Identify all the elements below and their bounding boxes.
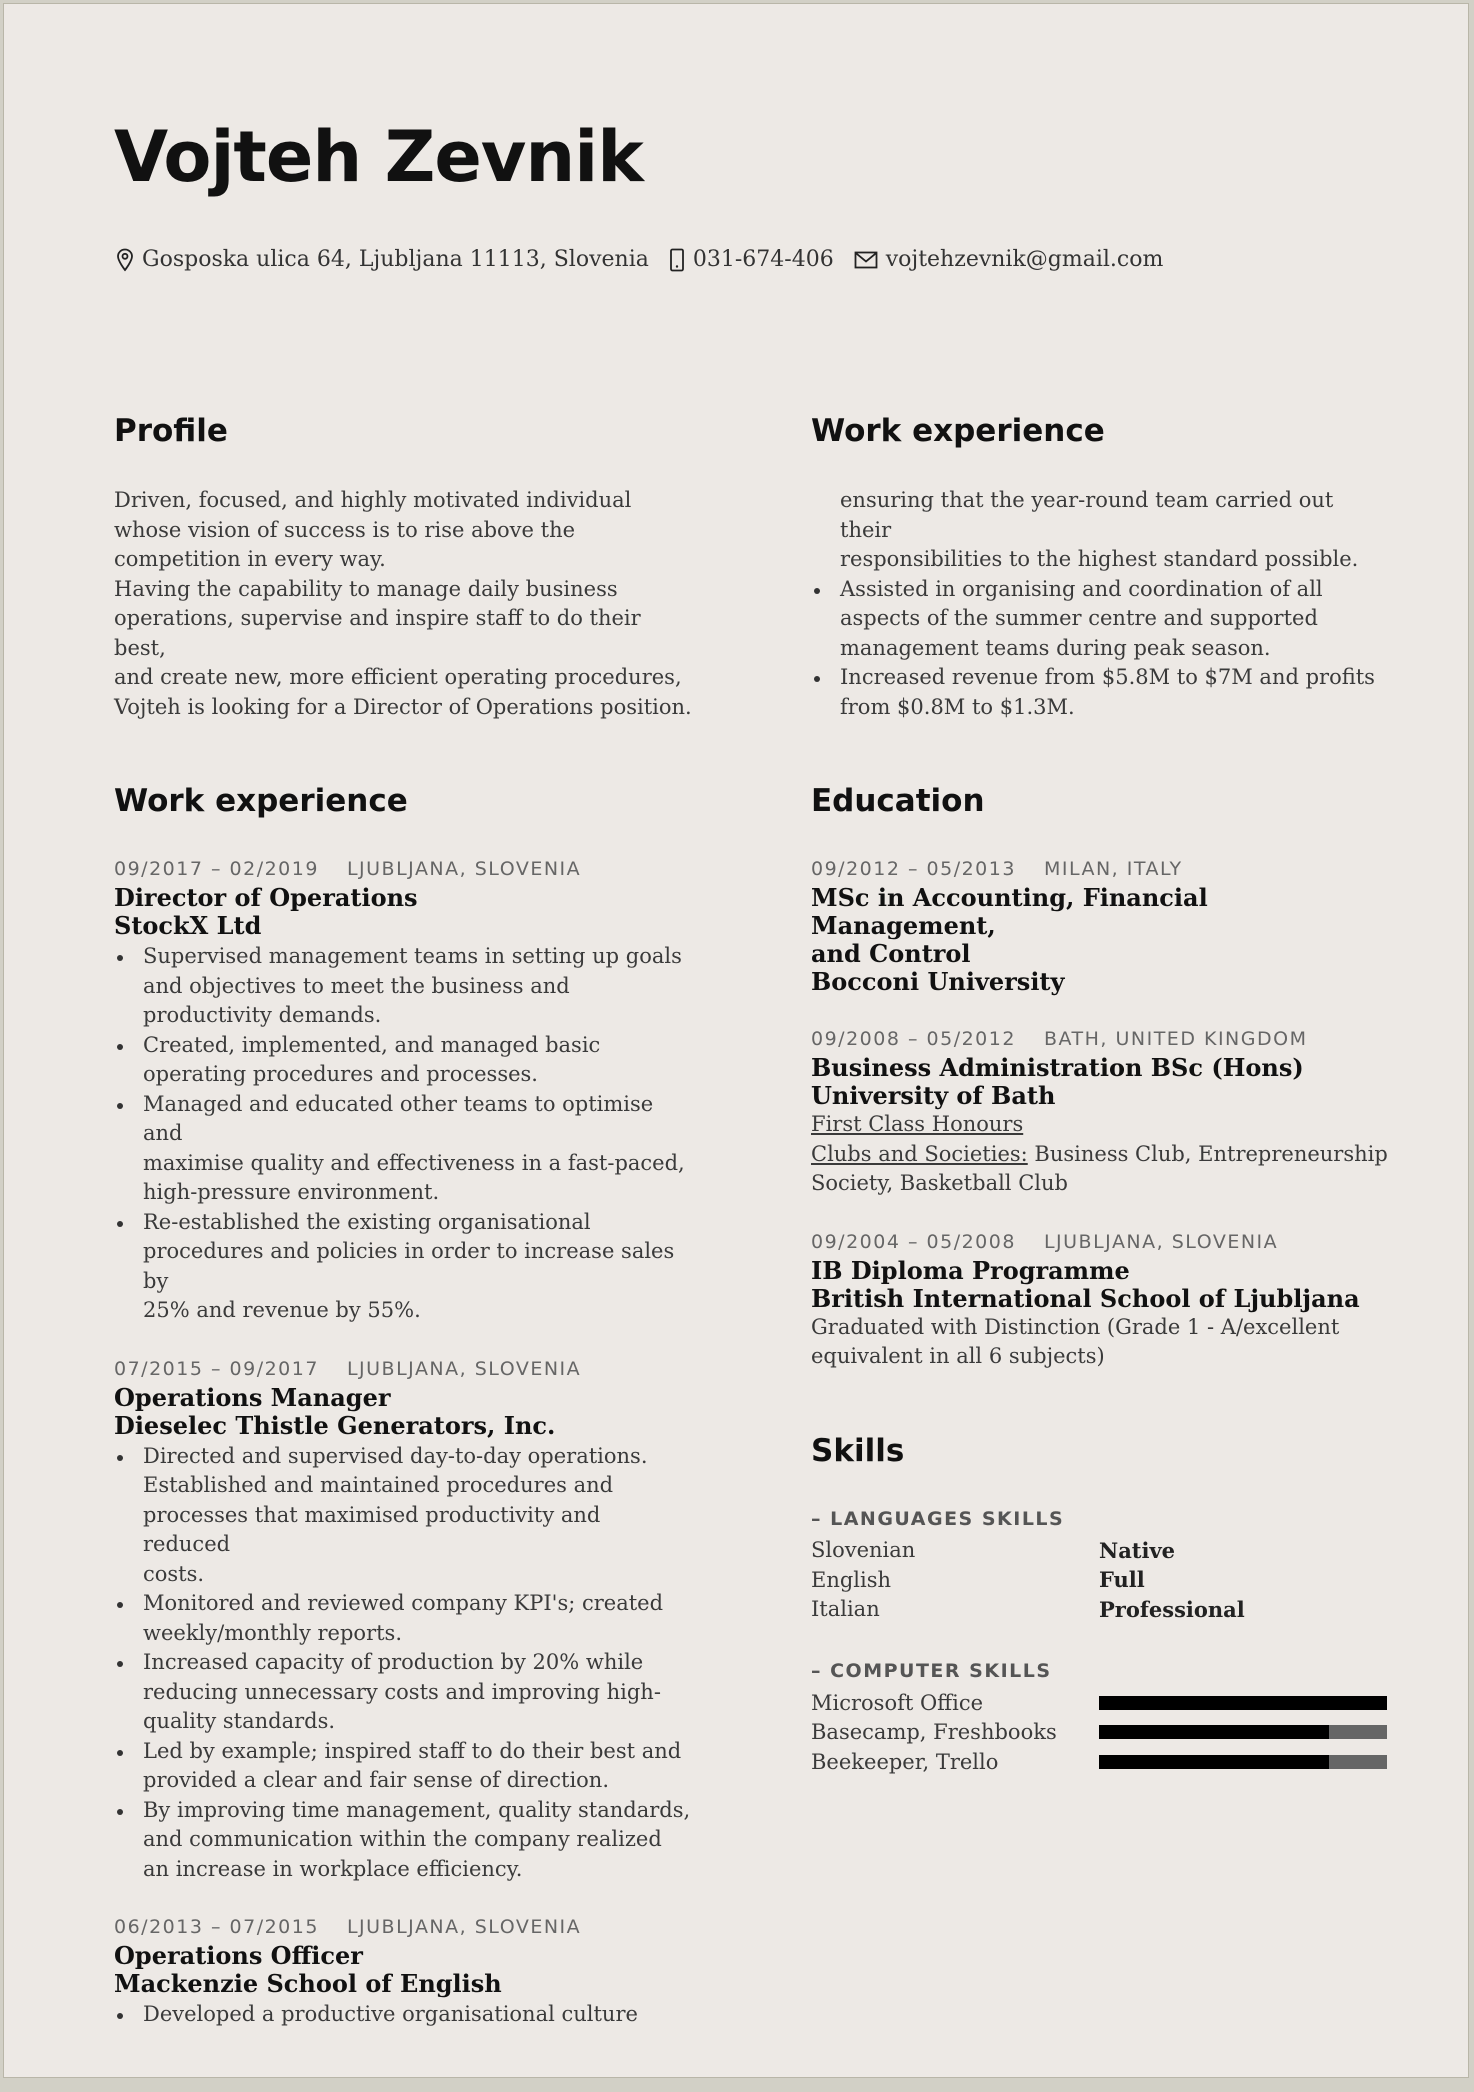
contact-bar	[116, 247, 1183, 272]
bullet-item: Increased revenue from $5.8M to $7M and profits from $0.8M to $1.3M.	[811, 663, 1391, 722]
mail-icon	[854, 251, 878, 269]
work-continued-section	[811, 414, 1391, 722]
bullet-item: Re-established the existing organisational procedures and policies in order to increase sales by 25% and revenue by 55%.	[114, 1208, 694, 1326]
language-row	[811, 1595, 1391, 1625]
candidate-name: Vojteh Zevnik	[114, 116, 643, 198]
computer-skill-row	[811, 1688, 1391, 1718]
entry-meta	[114, 1356, 694, 1382]
bullet-list	[114, 2000, 694, 2030]
entry-dates: 09/2012 – 05/2013	[811, 858, 1016, 880]
company-name: Mackenzie School of English	[114, 1969, 502, 1998]
bullet-item: Assisted in organising and coordination of all aspects of the summer centre and supported management teams during peak season.	[811, 575, 1391, 664]
entry-location: LJUBLJANA, SLOVENIA	[346, 1916, 582, 1938]
left-column	[114, 414, 694, 2092]
entry-location: BATH, UNITED KINGDOM	[1043, 1028, 1308, 1050]
entry-location: LJUBLJANA, SLOVENIA	[346, 1357, 582, 1380]
profile-summary	[114, 486, 694, 722]
entry-dates: 07/2015 – 09/2017	[114, 1357, 319, 1380]
language-row	[811, 1536, 1391, 1566]
computer-skill-row	[811, 1718, 1391, 1748]
bullet-list	[114, 942, 694, 1326]
computer-skill-row	[811, 1747, 1391, 1777]
bullet-item: Led by example; inspired staff to do their best and provided a clear and fair sense of direction.	[114, 1737, 694, 1796]
skill-level-bar	[1099, 1755, 1387, 1769]
bullet-item: Increased capacity of production by 20% while reducing unnecessary costs and improving high- quality standards.	[114, 1648, 694, 1737]
school-name: British International School of Ljubljana	[811, 1283, 1360, 1313]
honours-text: First Class Honours	[811, 1112, 1024, 1136]
degree-title: Business Administration BSc (Hons)	[811, 1053, 1304, 1082]
language-skills-heading: – LANGUAGES SKILLS	[811, 1507, 1065, 1530]
skill-level-bar	[1099, 1725, 1387, 1739]
profile-line: Having the capability to manage daily business	[114, 576, 618, 601]
skill-level-fill	[1099, 1696, 1387, 1710]
job-title: Operations Officer	[114, 1941, 363, 1970]
profile-line: whose vision of success is to rise above the	[114, 517, 576, 542]
language-name: English	[811, 1567, 892, 1592]
education-notes: Graduated with Distinction (Grade 1 - A/excellent equivalent in all 6 subjects)	[811, 1314, 1340, 1368]
job-title: Operations Manager	[114, 1382, 391, 1412]
degree-title: MSc in Accounting, Financial Management, and Control	[811, 883, 1208, 968]
address-text: Gosposka ulica 64, Ljubljana 11113, Slovenia	[142, 247, 649, 272]
work-entry	[114, 1356, 694, 1885]
school-name: University of Bath	[811, 1081, 1056, 1110]
entry-dates: 09/2004 – 05/2008	[811, 1230, 1016, 1253]
right-column	[811, 414, 1391, 1839]
bullet-item: Supervised management teams in setting up goals and objectives to meet the business and productivity demands.	[114, 942, 694, 1031]
language-row	[811, 1565, 1391, 1595]
profile-section	[114, 414, 694, 722]
bullet-list	[114, 1442, 694, 1885]
education-entry	[811, 1229, 1391, 1372]
entry-location: MILAN, ITALY	[1043, 858, 1183, 880]
bullet-item: Developed a productive organisational culture	[114, 2000, 694, 2030]
degree-title: IB Diploma Programme	[811, 1255, 1130, 1285]
email-text: vojtehzevnik@gmail.com	[885, 247, 1164, 272]
entry-location: LJUBLJANA, SLOVENIA	[1043, 1230, 1279, 1253]
computer-skill-name: Beekeeper, Trello	[811, 1749, 999, 1774]
work-entry	[114, 1914, 694, 2030]
bullet-item: By improving time management, quality standards, and communication within the company realized an increase in workplace efficiency.	[114, 1796, 694, 1885]
education-section	[811, 784, 1391, 1372]
bullet-item: Managed and educated other teams to optimise and maximise quality and effectiveness in a fast-paced, high-pressure environment.	[114, 1090, 694, 1208]
section-heading-profile: Profile	[114, 413, 228, 449]
resume-page	[3, 3, 1469, 2078]
language-level: Full	[1099, 1567, 1145, 1593]
address-item	[116, 247, 649, 272]
entry-meta	[811, 1229, 1391, 1255]
computer-skills	[811, 1658, 1391, 1777]
skill-level-fill	[1099, 1725, 1329, 1739]
location-pin-icon	[116, 248, 134, 272]
bullet-item: Created, implemented, and managed basic operating procedures and processes.	[114, 1031, 694, 1090]
entry-dates: 09/2008 – 05/2012	[811, 1028, 1016, 1050]
skills-section	[811, 1434, 1391, 1777]
company-name: Dieselec Thistle Generators, Inc.	[114, 1410, 556, 1440]
phone-item	[669, 247, 834, 272]
computer-skill-name: Microsoft Office	[811, 1690, 984, 1715]
entry-meta	[114, 856, 694, 882]
section-heading-education: Education	[811, 783, 985, 819]
profile-line: and create new, more efficient operating procedures,	[114, 665, 682, 689]
education-entry	[811, 856, 1391, 996]
email-item	[854, 247, 1164, 272]
entry-dates: 06/2013 – 07/2015	[114, 1916, 319, 1938]
profile-line: competition in every way.	[114, 547, 386, 571]
language-name: Slovenian	[811, 1538, 916, 1563]
language-name: Italian	[811, 1597, 880, 1622]
bullet-list	[811, 486, 1391, 722]
entry-dates: 09/2017 – 02/2019	[114, 858, 319, 880]
phone-icon	[669, 248, 685, 272]
bullet-item: Monitored and reviewed company KPI's; created weekly/monthly reports.	[114, 1589, 694, 1648]
language-level: Professional	[1099, 1596, 1245, 1622]
education-entry	[811, 1026, 1391, 1199]
skill-level-bar	[1099, 1696, 1387, 1710]
skill-level-fill	[1099, 1755, 1329, 1769]
phone-text: 031-674-406	[692, 247, 834, 272]
bullet-item: Directed and supervised day-to-day operations. Established and maintained procedures and processes that maximised productivity and reduced costs.	[114, 1442, 694, 1590]
clubs-text: Clubs and Societies: Business Club, Entrepreneurship Society, Basketball Club	[811, 1141, 1388, 1195]
work-section	[114, 784, 694, 2030]
section-heading-work: Work experience	[114, 783, 408, 819]
section-heading-work-continued: Work experience	[811, 413, 1105, 449]
entry-location: LJUBLJANA, SLOVENIA	[346, 858, 582, 880]
profile-line: Vojteh is looking for a Director of Operations position.	[114, 694, 692, 719]
profile-line: Driven, focused, and highly motivated individual	[114, 488, 632, 512]
profile-line: operations, supervise and inspire staff to do their best,	[114, 606, 641, 660]
school-name: Bocconi University	[811, 967, 1065, 996]
work-entry	[114, 856, 694, 1326]
job-title: Director of Operations	[114, 883, 418, 912]
language-skills	[811, 1506, 1391, 1625]
entry-meta	[114, 1914, 694, 1940]
bullet-continuation: ensuring that the year-round team carried out their responsibilities to the highest standard possible.	[840, 488, 1359, 571]
section-heading-skills: Skills	[811, 1432, 905, 1469]
company-name: StockX Ltd	[114, 911, 262, 940]
entry-meta	[811, 856, 1391, 882]
language-level: Native	[1099, 1537, 1176, 1563]
computer-skill-name: Basecamp, Freshbooks	[811, 1720, 1057, 1745]
computer-skills-heading: – COMPUTER SKILLS	[811, 1660, 1052, 1682]
entry-meta	[811, 1026, 1391, 1052]
